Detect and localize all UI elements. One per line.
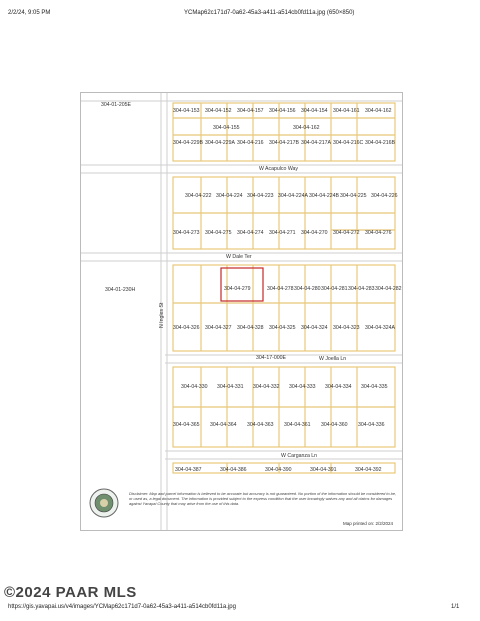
parcel-label: 304-04-224 (216, 193, 243, 199)
parcel-label: 304-04-216B (365, 140, 395, 146)
parcel-label: 304-04-217B (269, 140, 299, 146)
parcel-label: 304-04-325 (269, 325, 296, 331)
parcel-label: 304-04-273 (173, 230, 200, 236)
parcel-label: 304-04-162 (365, 108, 392, 114)
mls-copyright: ©2024 PAAR MLS (4, 584, 137, 601)
parcel-map (80, 92, 403, 531)
parcel-label: 304-04-276 (365, 230, 392, 236)
parcel-map-svg (81, 93, 402, 530)
parcel-label: 304-04-324A (365, 325, 395, 331)
parcel-label: 304-04-386 (220, 467, 247, 473)
parcel-label: 304-04-333 (289, 384, 316, 390)
parcel-label: 304-04-229A (205, 140, 235, 146)
parcel-label: 304-04-364 (210, 422, 237, 428)
parcel-label: 304-04-216 (237, 140, 264, 146)
parcel-label: 304-04-335 (361, 384, 388, 390)
county-seal-logo (90, 489, 118, 517)
parcel-label: 304-04-392 (355, 467, 382, 473)
parcel-label: 304-04-155 (213, 125, 240, 131)
parcel-label: 304-04-327 (205, 325, 232, 331)
parcel-label: 304-04-278 (267, 286, 294, 292)
parcel-left-big: 304-01-230H (105, 287, 136, 293)
print-filename: YCMap62c171d7-0a62-45a3-a411-a514cb0fd11a.jpg (650×850) (184, 10, 355, 16)
parcel-label: 304-04-271 (269, 230, 296, 236)
print-page-number: 1/1 (451, 604, 460, 610)
parcel-label: 304-04-224B (309, 193, 339, 199)
parcel-label: 304-04-361 (284, 422, 311, 428)
parcel-label: 304-04-162 (293, 125, 320, 131)
parcel-label: 304-04-274 (237, 230, 264, 236)
parcel-label: 304-04-326 (173, 325, 200, 331)
print-url: https://gis.yavapai.us/v4/images/YCMap62c171d7-0a62-45a3-a411-a514cb0fd11a.jpg (8, 604, 236, 610)
map-disclaimer: Disclaimer: Map and parcel information is believed to be accurate but accuracy is not guaranteed. No portion of the information should be considered to be, or used as, a legal document. The information is provided subject to the express condition that the user knowingly waives any and all claims for damages against Yavapai County that may arise from the use of this data. (129, 491, 397, 507)
street-label-joella: W Joella Ln (319, 356, 347, 362)
parcel-label: 304-04-391 (310, 467, 337, 473)
parcel-label: 304-04-334 (325, 384, 352, 390)
street-label-dale: W Dale Ter (226, 254, 252, 260)
parcel-label: 304-04-387 (175, 467, 202, 473)
parcel-label: 304-04-283 (348, 286, 375, 292)
parcel-label: 304-04-282 (375, 286, 402, 292)
parcel-label: 304-04-156 (269, 108, 296, 114)
map-printed-date: Map printed on: 2/2/2024 (343, 521, 394, 526)
parcel-label: 304-04-216C (333, 140, 364, 146)
parcel-label: 304-04-272 (333, 230, 360, 236)
parcel-top-corner: 304-01-205E (101, 102, 131, 108)
print-datetime: 2/2/24, 9:05 PM (8, 10, 51, 16)
parcel-label: 304-04-157 (237, 108, 264, 114)
parcel-label: 304-04-280 (294, 286, 321, 292)
parcel-label: 304-04-281 (321, 286, 348, 292)
parcel-label: 304-04-223 (247, 193, 274, 199)
parcel-label: 304-04-154 (301, 108, 328, 114)
parcel-label: 304-04-270 (301, 230, 328, 236)
parcel-label: 304-04-222 (185, 193, 212, 199)
parcel-label: 304-04-229B (173, 140, 203, 146)
parcel-label: 304-04-331 (217, 384, 244, 390)
parcel-label: 304-04-336 (358, 422, 385, 428)
parcel-label: 304-04-324 (301, 325, 328, 331)
parcel-label: 304-04-328 (237, 325, 264, 331)
parcel-label: 304-04-363 (247, 422, 274, 428)
parcel-label: 304-04-390 (265, 467, 292, 473)
parcel-label: 304-04-323 (333, 325, 360, 331)
parcel-label: 304-04-365 (173, 422, 200, 428)
parcel-label: 304-04-217A (301, 140, 331, 146)
parcel-label: 304-04-152 (205, 108, 232, 114)
parcel-label: 304-04-161 (333, 108, 360, 114)
parcel-label: 304-04-153 (173, 108, 200, 114)
parcel-subject: 304-04-279 (224, 286, 251, 292)
parcel-label: 304-04-226 (371, 193, 398, 199)
parcel-label: 304-04-225 (340, 193, 367, 199)
parcel-label: 304-04-360 (321, 422, 348, 428)
street-label-carganza: W Carganza Ln (281, 453, 318, 459)
parcel-label: 304-04-330 (181, 384, 208, 390)
street-label-ingles: N Ingles St (159, 302, 165, 328)
street-label-acapulco: W Acapulco Way (259, 166, 299, 172)
parcel-label: 304-04-224A (278, 193, 308, 199)
parcel-lane-label: 304-17-000E (256, 355, 286, 361)
parcel-label: 304-04-332 (253, 384, 280, 390)
parcel-label: 304-04-275 (205, 230, 232, 236)
